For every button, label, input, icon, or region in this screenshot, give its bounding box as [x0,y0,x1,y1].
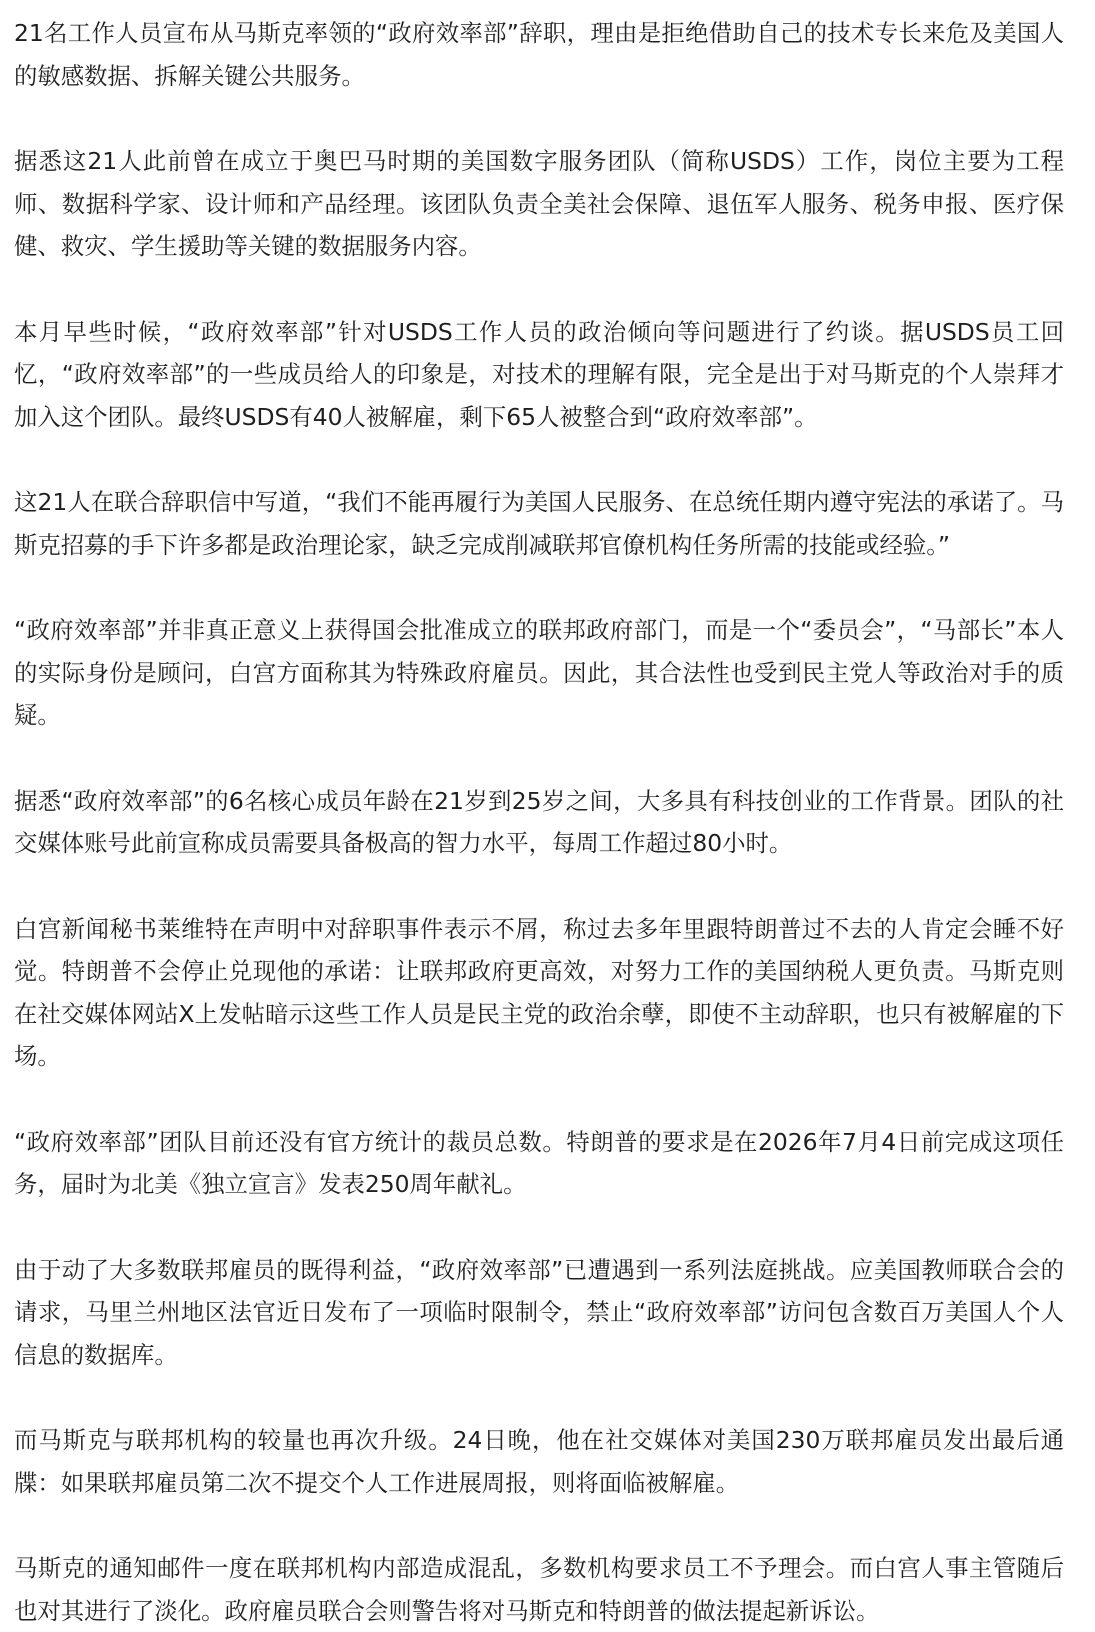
paragraph-2: 据悉这21人此前曾在成立于奥巴马时期的美国数字服务团队（简称USDS）工作，岗位主要为工程师、数据科学家、设计师和产品经理。该团队负责全美社会保障、退伍军人服务、税务申报、医疗保健、救灾、学生援助等关键的数据服务内容。 [14,147,1064,260]
paragraph-11: 马斯克的通知邮件一度在联邦机构内部造成混乱，多数机构要求员工不予理会。而白宫人事主管随后也对其进行了淡化。政府雇员联合会则警告将对马斯克和特朗普的做法提起新诉讼。 [14,1554,1064,1625]
paragraph-7: 白宫新闻秘书莱维特在声明中对辞职事件表示不屑，称过去多年里跟特朗普过不去的人肯定会睡不好觉。特朗普不会停止兑现他的承诺：让联邦政府更高效，对努力工作的美国纳税人更负责。马斯克则在社交媒体网站X上发帖暗示这些工作人员是民主党的政治余孽，即使不主动辞职，也只有被解雇的下场。 [14,914,1064,1070]
paragraph-10: 而马斯克与联邦机构的较量也再次升级。24日晚，他在社交媒体对美国230万联邦雇员发出最后通牒：如果联邦雇员第二次不提交个人工作进展周报，则将面临被解雇。 [14,1426,1064,1497]
paragraph-1: 21名工作人员宣布从马斯克率领的“政府效率部”辞职，理由是拒绝借助自己的技术专长来危及美国人的敏感数据、拆解关键公共服务。 [14,19,1064,90]
paragraph-8: “政府效率部”团队目前还没有官方统计的裁员总数。特朗普的要求是在2026年7月4日前完成这项任务，届时为北美《独立宣言》发表250周年献礼。 [14,1127,1064,1198]
paragraph-9: 由于动了大多数联邦雇员的既得利益，“政府效率部”已遭遇到一系列法庭挑战。应美国教师联合会的请求，马里兰州地区法官近日发布了一项临时限制令，禁止“政府效率部”访问包含数百万美国人个人信息的数据库。 [14,1255,1064,1369]
paragraph-4: 这21人在联合辞职信中写道，“我们不能再履行为美国人民服务、在总统任期内遵守宪法的承诺了。马斯克招募的手下许多都是政治理论家，缺乏完成削减联邦官僚机构任务所需的技能或经验。” [14,488,1064,559]
article-body [14,12,1064,1632]
paragraph-3: 本月早些时候，“政府效率部”针对USDS工作人员的政治倾向等问题进行了约谈。据USDS员工回忆，“政府效率部”的一些成员给人的印象是，对技术的理解有限，完全是出于对马斯克的个人崇拜才加入这个团队。最终USDS有40人被解雇，剩下65人被整合到“政府效率部”。 [14,317,1064,431]
paragraph-6: 据悉“政府效率部”的6名核心成员年龄在21岁到25岁之间，大多具有科技创业的工作背景。团队的社交媒体账号此前宣称成员需要具备极高的智力水平，每周工作超过80小时。 [14,786,1064,857]
paragraph-5: “政府效率部”并非真正意义上获得国会批准成立的联邦政府部门，而是一个“委员会”，“马部长”本人的实际身份是顾问，白宫方面称其为特殊政府雇员。因此，其合法性也受到民主党人等政治对手的质疑。 [14,616,1064,729]
